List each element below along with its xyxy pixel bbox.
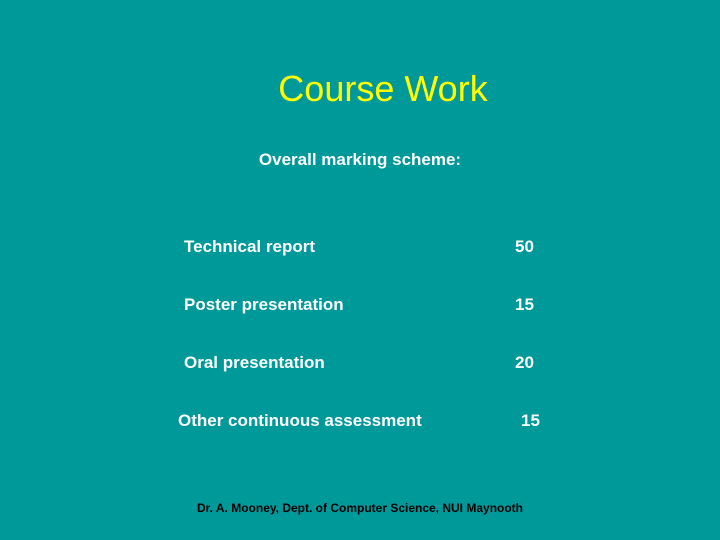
marking-item-label: Oral presentation xyxy=(184,353,325,372)
marking-item-value: 15 xyxy=(521,411,540,430)
marking-item-label: Poster presentation xyxy=(184,295,344,314)
marking-item-label: Technical report xyxy=(184,237,315,256)
marking-item-value: 20 xyxy=(515,353,534,372)
marking-scheme-subtitle: Overall marking scheme: xyxy=(258,150,462,169)
marking-item-poster-presentation xyxy=(0,294,720,316)
slide-title: Course Work xyxy=(278,68,488,109)
marking-item-other-continuous-assessment xyxy=(0,410,720,432)
marking-item-label: Other continuous assessment xyxy=(178,411,422,430)
marking-item-technical-report xyxy=(0,236,720,258)
marking-item-oral-presentation xyxy=(0,352,720,374)
slide-footer: Dr. A. Mooney, Dept. of Computer Science, NUI Maynooth xyxy=(196,501,524,515)
marking-item-value: 50 xyxy=(515,237,534,256)
marking-item-value: 15 xyxy=(515,295,534,314)
